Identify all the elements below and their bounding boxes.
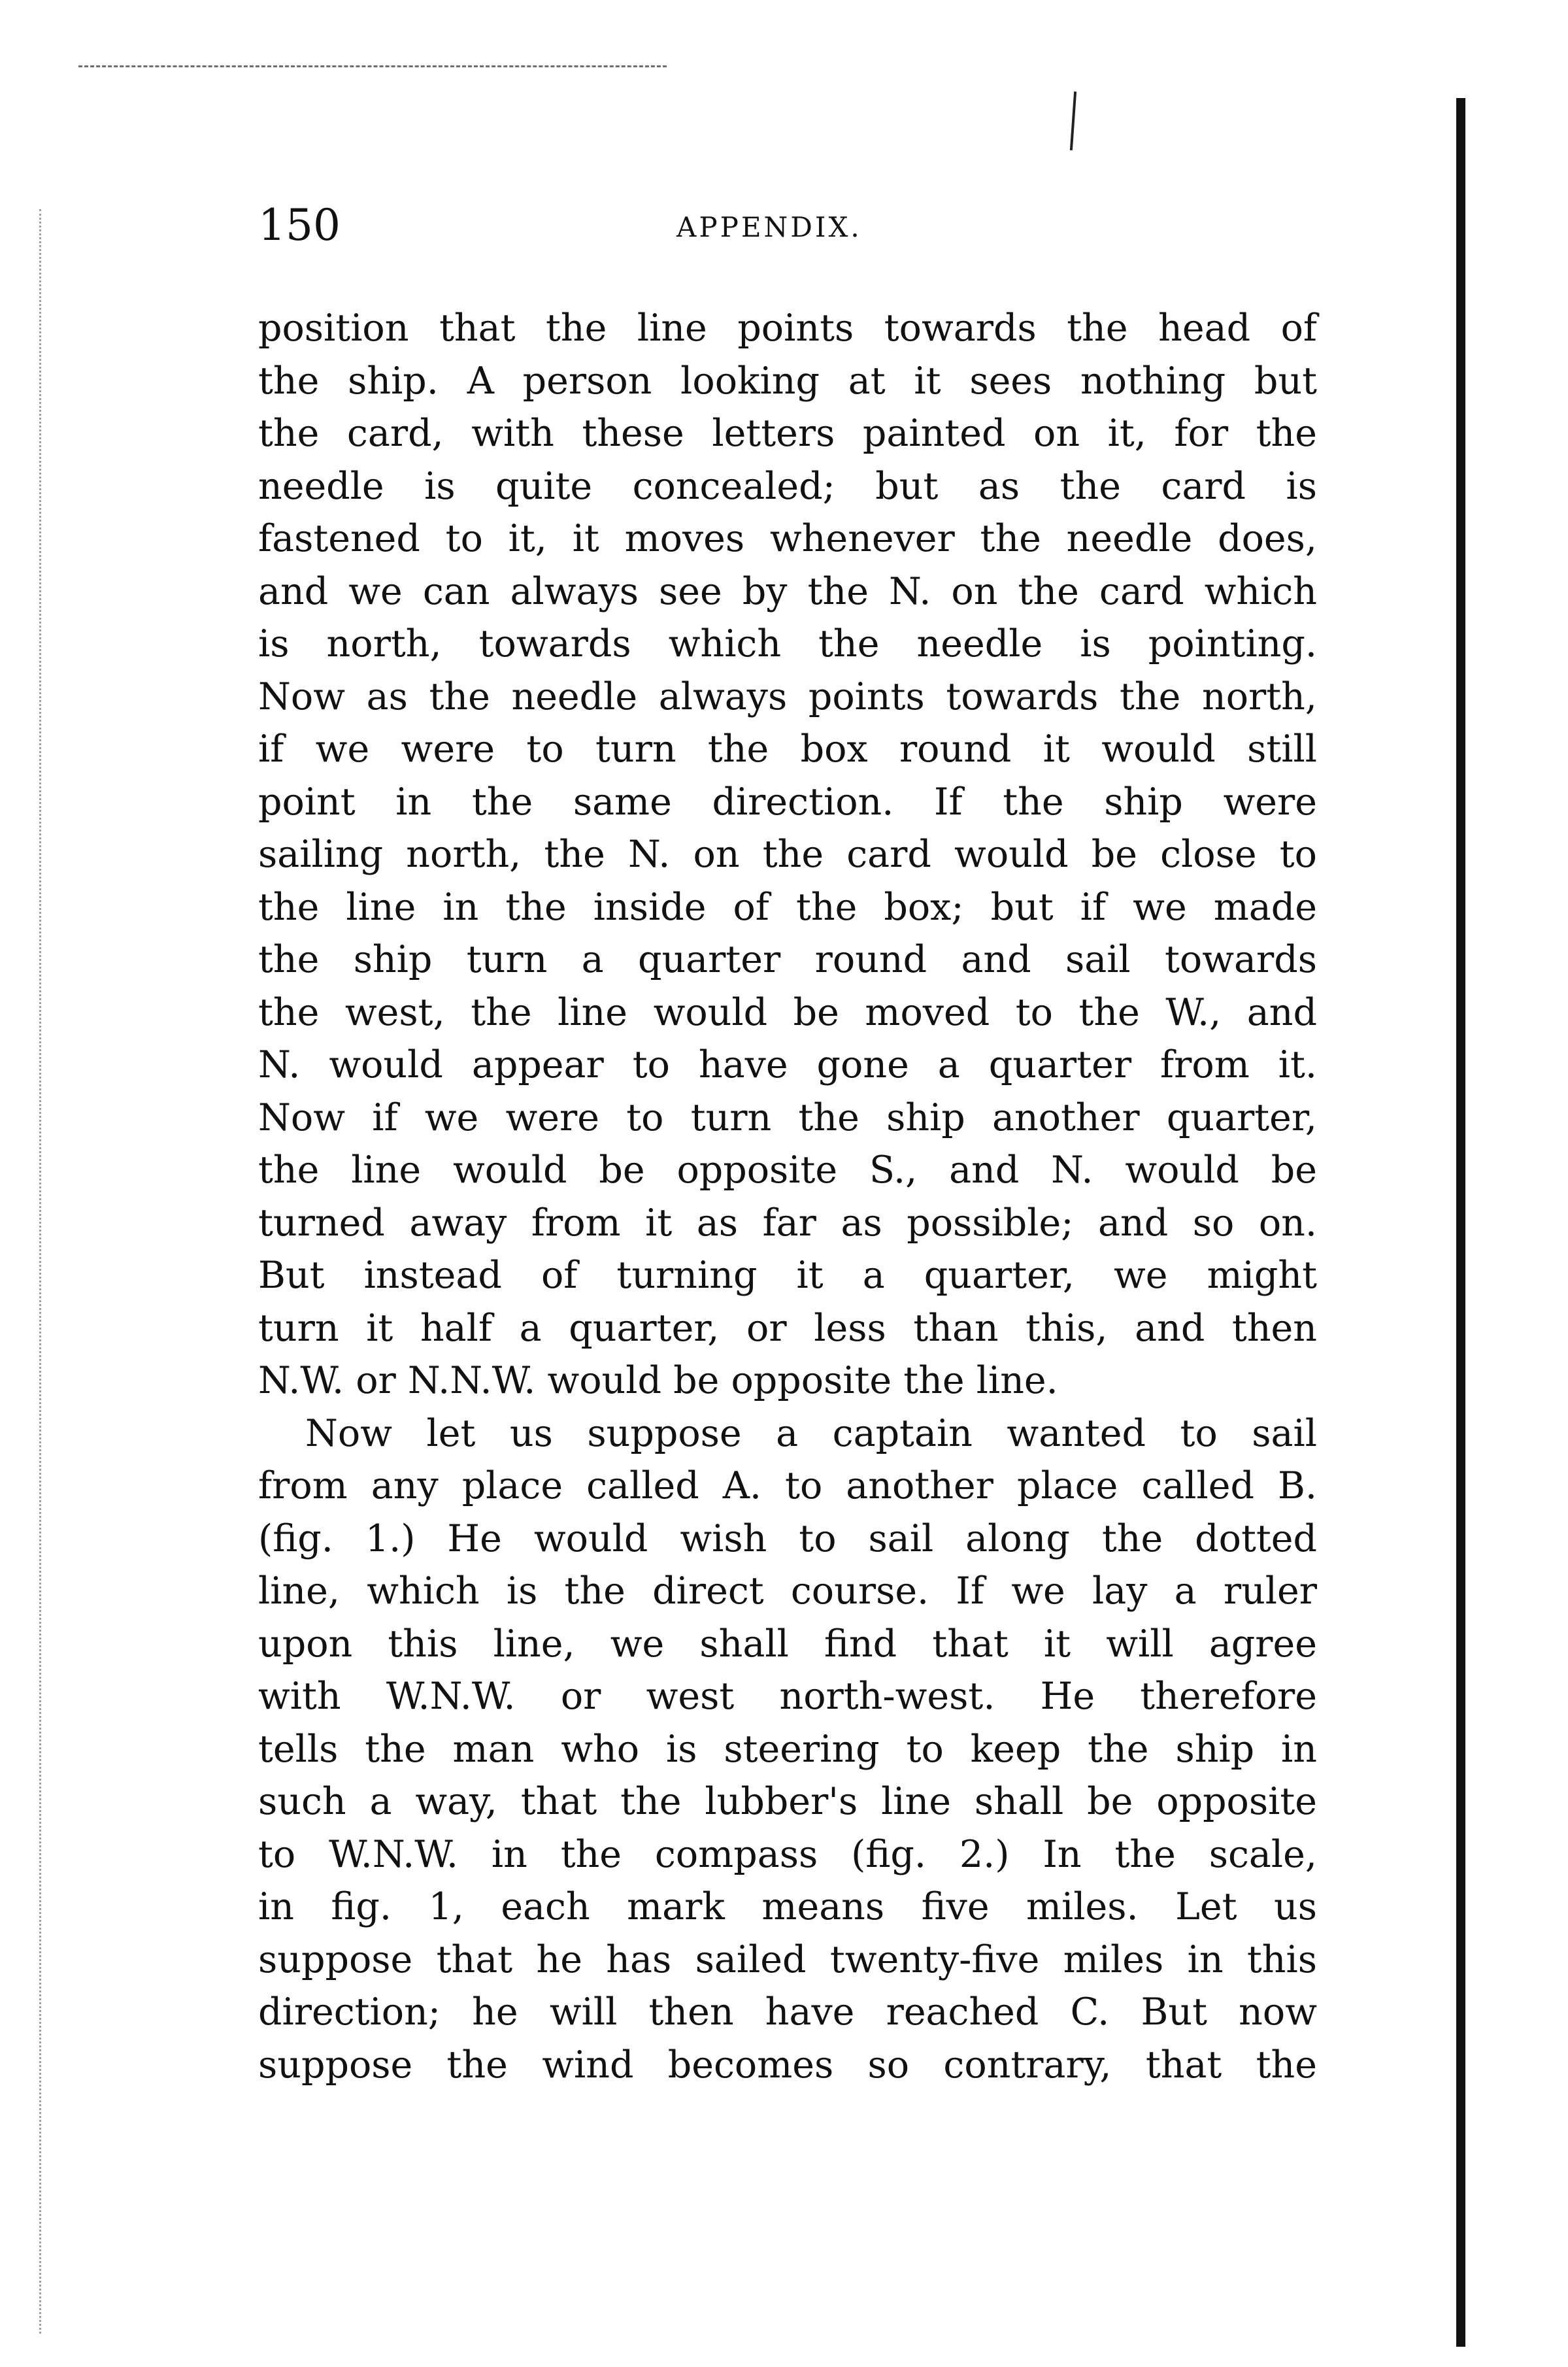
text-line: Now as the needle always points towards the north, (258, 675, 1317, 718)
text-line: N.W. or N.N.W. would be opposite the line. (258, 1359, 1058, 1402)
text-line: in fig. 1, each mark means five miles. Let us (258, 1885, 1317, 1928)
text-line: (fig. 1.) He would wish to sail along the dotted (258, 1517, 1317, 1560)
text-line: upon this line, we shall find that it will agree (258, 1622, 1317, 1666)
running-head: APPENDIX. (676, 211, 862, 243)
text-line: the west, the line would be moved to the W., and (258, 990, 1317, 1034)
text-line: the line would be opposite S., and N. would be (258, 1149, 1317, 1192)
text-line: the ship. A person looking at it sees nothing but (258, 359, 1317, 403)
text-line: turn it half a quarter, or less than this, and then (258, 1306, 1317, 1350)
text-line: tells the man who is steering to keep the ship in (258, 1727, 1317, 1771)
paragraph-1 (258, 302, 1317, 1407)
text-line: is north, towards which the needle is pointing. (258, 622, 1317, 665)
text-line: position that the line points towards the head of (258, 307, 1317, 350)
text-line: needle is quite concealed; but as the card is (258, 464, 1317, 508)
page-number: 150 (258, 200, 341, 250)
text-line: to W.N.W. in the compass (fig. 2.) In the scale, (258, 1832, 1317, 1876)
text-line: with W.N.W. or west north-west. He therefore (258, 1675, 1317, 1718)
body-text (258, 302, 1317, 2091)
text-line: fastened to it, it moves whenever the needle does, (258, 517, 1317, 560)
text-line: if we were to turn the box round it would still (258, 728, 1317, 771)
text-line: such a way, that the lubber's line shall be opposite (258, 1780, 1317, 1823)
page-edge-rule (1456, 98, 1465, 2347)
text-line: the ship turn a quarter round and sail towards (258, 938, 1317, 981)
scan-artifact-top (78, 65, 667, 73)
text-line: Now if we were to turn the ship another quarter, (258, 1096, 1317, 1139)
text-line: line, which is the direct course. If we lay a ruler (258, 1570, 1317, 1613)
text-line: direction; he will then have reached C. But now (258, 1990, 1317, 2034)
text-line: point in the same direction. If the ship were (258, 780, 1317, 824)
text-line: sailing north, the N. on the card would be close to (258, 833, 1317, 876)
page-header (258, 199, 1317, 252)
text-line: Now let us suppose a captain wanted to sail (305, 1411, 1317, 1455)
text-line: the line in the inside of the box; but if we made (258, 885, 1317, 929)
text-line: suppose that he has sailed twenty-five miles in this (258, 1938, 1317, 1981)
scan-artifact-left-margin (39, 209, 67, 2334)
scan-artifact-mark (1070, 92, 1076, 150)
text-line: But instead of turning it a quarter, we might (258, 1254, 1317, 1297)
text-line: and we can always see by the N. on the card which (258, 569, 1317, 613)
text-line: the card, with these letters painted on it, for the (258, 412, 1317, 455)
text-line: turned away from it as far as possible; and so on. (258, 1201, 1317, 1245)
text-line: from any place called A. to another place called B. (258, 1464, 1317, 1507)
paragraph-2 (258, 1407, 1317, 2092)
text-line: suppose the wind becomes so contrary, that the (258, 2043, 1317, 2087)
text-line: N. would appear to have gone a quarter from it. (258, 1043, 1317, 1086)
